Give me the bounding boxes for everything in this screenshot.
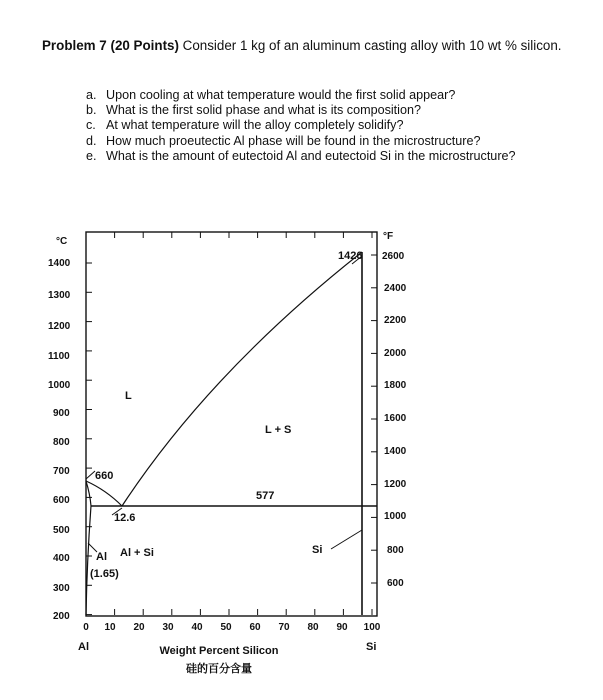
celsius-tick: 400: [53, 553, 70, 564]
x-tick: 70: [278, 622, 290, 633]
x-axis-title: Weight Percent Silicon: [159, 645, 279, 657]
liquidus-si: [122, 252, 362, 506]
celsius-tick: 1300: [48, 290, 71, 301]
fahrenheit-tick: 2600: [382, 251, 405, 262]
question-item: c. At what temperature will the alloy completely solidify?: [86, 118, 404, 133]
fahrenheit-tick: 1400: [384, 446, 407, 457]
celsius-tick: 900: [53, 408, 70, 419]
x-axis-left-element: Al: [78, 641, 89, 653]
celsius-tick: 800: [53, 437, 70, 448]
celsius-tick: 1200: [48, 321, 71, 332]
fahrenheit-tick: 1200: [384, 479, 407, 490]
fahrenheit-tick: 2000: [384, 348, 407, 359]
problem-text: Consider 1 kg of an aluminum casting alloy with 10 wt % silicon.: [182, 38, 562, 53]
question-item: b. What is the first solid phase and what is its composition?: [86, 103, 421, 118]
celsius-tick: 700: [53, 466, 70, 477]
region-liquid-plus-solid: L + S: [265, 424, 292, 436]
fahrenheit-tick: 2400: [384, 283, 407, 294]
x-tick: 20: [133, 622, 145, 633]
leader-660: [86, 471, 95, 479]
celsius-tick: 300: [53, 583, 70, 594]
x-tick: 90: [336, 622, 348, 633]
celsius-unit-label: °C: [56, 236, 68, 247]
fahrenheit-tick: 800: [387, 545, 404, 556]
fahrenheit-tick: 2200: [384, 315, 407, 326]
question-item: e. What is the amount of eutectoid Al and eutectoid Si in the microstructure?: [86, 148, 516, 163]
problem-title: Problem 7: [42, 38, 107, 53]
region-liquid: L: [125, 390, 132, 402]
celsius-tick: 500: [53, 525, 70, 536]
x-axis-title-chinese: 硅的百分含量: [186, 663, 252, 675]
fahrenheit-tick: 1600: [384, 413, 407, 424]
celsius-tick: 1400: [48, 258, 71, 269]
liquidus-al: [86, 481, 122, 506]
solidus-al: [86, 481, 91, 506]
x-tick: 50: [220, 622, 232, 633]
celsius-tick: 200: [53, 611, 70, 622]
x-tick: 0: [83, 622, 89, 633]
x-tick: 60: [249, 622, 261, 633]
question-item: d. How much proeutectic Al phase will be found in the microstructure?: [86, 133, 481, 148]
fahrenheit-tick: 1000: [384, 511, 407, 522]
fahrenheit-tick: 600: [387, 578, 404, 589]
x-tick: 30: [162, 622, 174, 633]
celsius-tick: 600: [53, 495, 70, 506]
x-tick: 10: [104, 622, 116, 633]
label-al-melting-point: 660: [95, 470, 114, 482]
label-si: Si: [312, 544, 323, 556]
x-tick: 80: [307, 622, 319, 633]
leader-si: [331, 530, 362, 549]
label-al-solubility: (1.65): [90, 568, 119, 580]
label-eutectic-temperature: 577: [256, 490, 275, 502]
problem-points: (20 Points): [110, 38, 179, 53]
question-item: a. Upon cooling at what temperature would the first solid appear?: [86, 88, 456, 102]
region-al-plus-si: Al + Si: [120, 547, 154, 559]
label-eutectic-composition: 12.6: [114, 512, 136, 524]
celsius-tick: 1000: [48, 380, 71, 391]
label-al: Al: [96, 551, 107, 563]
solvus-al: [86, 506, 91, 615]
label-si-melting-point: 1426: [338, 250, 363, 262]
fahrenheit-tick: 1800: [384, 380, 407, 391]
fahrenheit-unit-label: °F: [383, 231, 394, 242]
x-axis-right-element: Si: [366, 641, 377, 653]
x-tick: 40: [191, 622, 203, 633]
celsius-tick: 1100: [48, 351, 70, 362]
x-tick: 100: [363, 622, 381, 633]
